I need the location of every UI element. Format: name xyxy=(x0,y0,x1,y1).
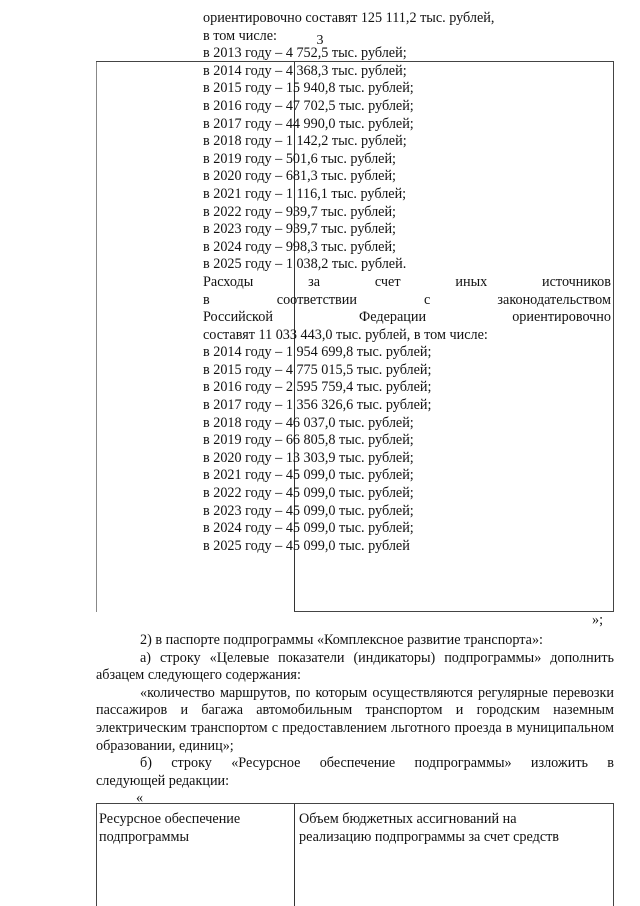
justified-line-1: Расходы за счет иных источников xyxy=(203,273,611,290)
table-column-divider xyxy=(294,804,295,906)
text-line: в 2018 году – 1 142,2 тыс. рублей; xyxy=(203,133,407,150)
table-right-border xyxy=(613,62,614,612)
text-line: в 2016 году – 47 702,5 тыс. рублей; xyxy=(203,97,414,114)
text-line: в 2025 году – 45 099,0 тыс. рублей xyxy=(203,537,410,554)
resource-table-new xyxy=(96,803,614,906)
table-right-border xyxy=(613,804,614,906)
text-line: в 2020 году – 13 303,9 тыс. рублей; xyxy=(203,449,414,466)
table-left-border xyxy=(96,62,97,612)
text-line: в том числе: xyxy=(203,27,277,44)
text-line: в 2014 году – 4 368,3 тыс. рублей; xyxy=(203,62,407,79)
text-line: в 2017 году – 1 356 326,6 тыс. рублей; xyxy=(203,397,432,414)
text-line: в 2019 году – 501,6 тыс. рублей; xyxy=(203,150,396,167)
page-number: 3 xyxy=(316,33,324,48)
text-line: составят 11 033 443,0 тыс. рублей, в том числе: xyxy=(203,326,488,343)
table-bottom-border xyxy=(294,611,614,612)
item-a-text: а) строку «Целевые показатели (индикаторы) подпрограммы» дополнить абзацем следующего содержания: xyxy=(96,649,614,684)
text-line: в 2023 году – 939,7 тыс. рублей; xyxy=(203,221,396,238)
opening-quote-mark: « xyxy=(136,790,144,807)
text-line: в 2022 году – 939,7 тыс. рублей; xyxy=(203,203,396,220)
text-line: в 2013 году – 4 752,5 тыс. рублей; xyxy=(203,45,407,62)
quoted-indicator-text: «количество маршрутов, по которым осуществляются регулярные перевозки пассажиров и багажа автомобильным транспортом и городским наземным электрическим транспортом с предоставлением льготного проезда в муниципальном образовании, единиц»; xyxy=(96,684,614,754)
resource-cell-text xyxy=(203,10,611,555)
text-line: в 2021 году – 1 116,1 тыс. рублей; xyxy=(203,185,407,202)
table-left-border xyxy=(96,804,97,906)
text-line: в 2022 году – 45 099,0 тыс. рублей; xyxy=(203,485,414,502)
amendment-body xyxy=(96,632,614,808)
text-line: в 2020 году – 681,3 тыс. рублей; xyxy=(203,168,396,185)
text-line: в 2016 году – 2 595 759,4 тыс. рублей; xyxy=(203,379,432,396)
text-line: в 2021 году – 45 099,0 тыс. рублей; xyxy=(203,467,414,484)
text-line: в 2024 году – 45 099,0 тыс. рублей; xyxy=(203,520,414,537)
closing-quote-mark: »; xyxy=(592,612,604,628)
row-label-resource-support: Ресурсное обеспечение подпрограммы xyxy=(99,811,241,845)
text-line: в 2017 году – 44 990,0 тыс. рублей; xyxy=(203,115,414,132)
justified-line-2: в соответствии с законодательством xyxy=(203,291,611,308)
text-line: в 2023 году – 45 099,0 тыс. рублей; xyxy=(203,502,414,519)
text-line: в 2025 году – 1 038,2 тыс. рублей. xyxy=(203,256,407,273)
item-b-line: б) строку «Ресурсное обеспечение подпрограммы» изложить в xyxy=(140,755,614,772)
text-line: в 2014 году – 1 954 699,8 тыс. рублей; xyxy=(203,344,432,361)
text-line: в 2018 году – 46 037,0 тыс. рублей; xyxy=(203,414,414,431)
text-line: в 2015 году – 15 940,8 тыс. рублей; xyxy=(203,80,414,97)
text-line: в 2015 году – 4 775 015,5 тыс. рублей; xyxy=(203,361,432,378)
text-line: в 2024 году – 998,3 тыс. рублей; xyxy=(203,238,396,255)
item-b-end: следующей редакции: xyxy=(96,772,230,789)
text-line: в 2019 году – 66 805,8 тыс. рублей; xyxy=(203,432,414,449)
justified-line-3: Российской Федерации ориентировочно xyxy=(203,309,611,326)
row-value-text: Объем бюджетных ассигнований на реализацию подпрограммы за счет средств xyxy=(299,811,560,845)
item-2-text: 2) в паспорте подпрограммы «Комплексное развитие транспорта»: xyxy=(140,632,543,648)
text-line: ориентировочно составят 125 111,2 тыс. рублей, xyxy=(203,10,495,26)
